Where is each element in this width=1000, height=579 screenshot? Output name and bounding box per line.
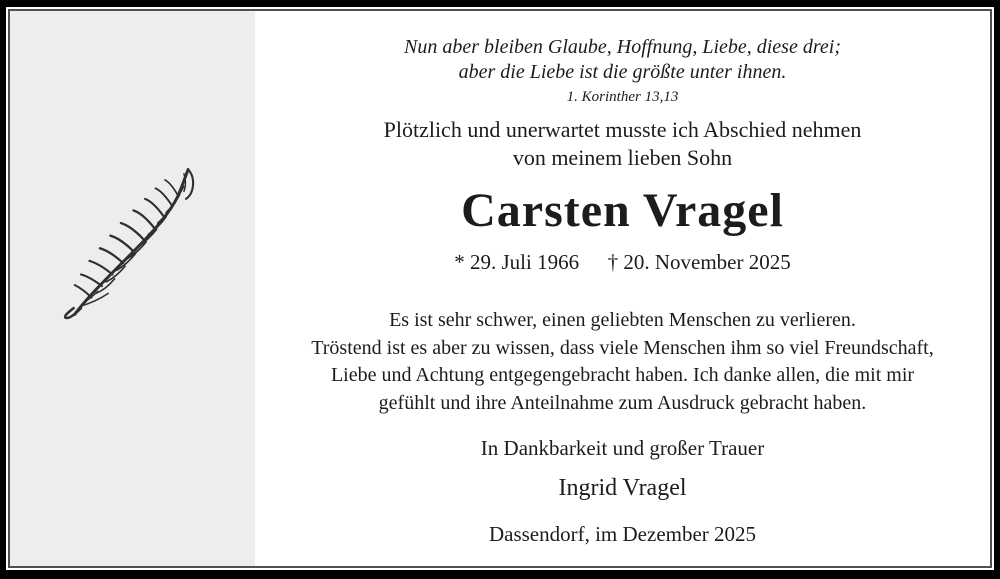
birth-date: 29. Juli 1966 bbox=[470, 250, 580, 274]
page-matte bbox=[6, 7, 994, 570]
condolence-line: Liebe und Achtung entgegengebracht haben. Ich danke allen, die mit mir bbox=[330, 364, 915, 386]
death-symbol: † bbox=[607, 250, 619, 274]
scripture-quote bbox=[255, 35, 990, 85]
place-date: Dassendorf, im Dezember 2025 bbox=[488, 522, 757, 546]
scripture-line-2: aber die Liebe ist die größte unter ihnen. bbox=[458, 61, 787, 83]
condolence-line: Tröstend ist es aber zu wissen, dass viele Menschen ihm so viel Freundschaft, bbox=[311, 336, 934, 359]
scripture-line-1: Nun aber bleiben Glaube, Hoffnung, Liebe, diese drei; bbox=[404, 36, 841, 58]
life-dates bbox=[255, 249, 990, 275]
decoration-panel bbox=[10, 11, 255, 566]
intro-line-2: von meinem lieben Sohn bbox=[512, 145, 733, 170]
intro-text bbox=[255, 116, 990, 172]
deceased-name: Carsten Vragel bbox=[461, 184, 784, 237]
mourner-name: Ingrid Vragel bbox=[558, 475, 687, 501]
obituary-card bbox=[8, 9, 992, 568]
intro-line-1: Plötzlich und unerwartet musste ich Abschied nehmen bbox=[383, 117, 862, 142]
birth-symbol: * bbox=[454, 250, 465, 274]
obituary-content bbox=[255, 11, 990, 566]
scripture-source: 1. Korinther 13,13 bbox=[566, 89, 679, 105]
condolence-line: Es ist sehr schwer, einen geliebten Menschen zu verlieren. bbox=[389, 309, 856, 331]
condolence-line: gefühlt und ihre Anteilnahme zum Ausdruck gebracht haben. bbox=[378, 391, 867, 414]
condolence-text bbox=[255, 307, 990, 417]
death-date: 20. November 2025 bbox=[623, 250, 791, 274]
feather-quill-icon bbox=[60, 159, 228, 327]
closing-line: In Dankbarkeit und großer Trauer bbox=[480, 436, 765, 460]
